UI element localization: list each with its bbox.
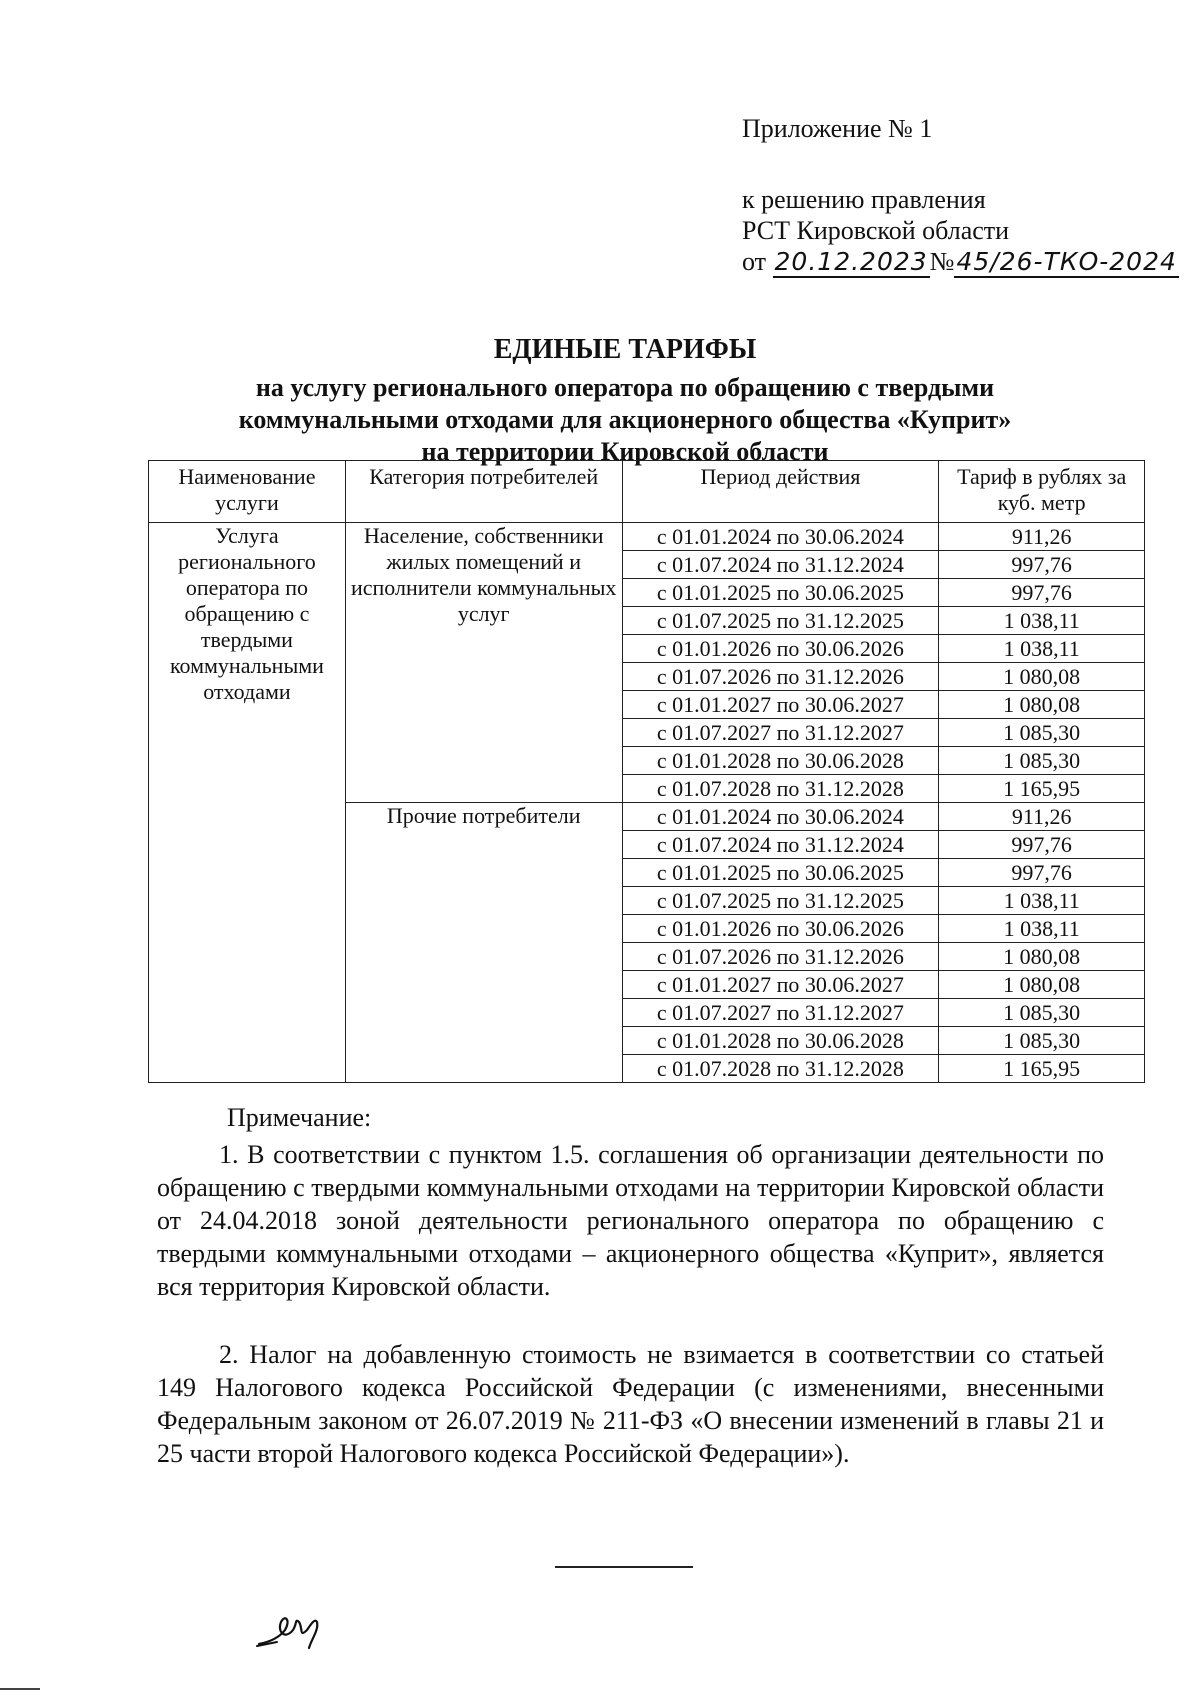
period-cell: с 01.01.2028 по 30.06.2028	[622, 1027, 939, 1055]
note-item-1: 1. В соответствии с пунктом 1.5. соглашения об организации деятельности по обращению с твердыми коммунальными отходами на территории Кировской области от 24.04.2018 зоной деятельности регионального оператора по обращению с твердыми коммунальными отходами – акционерного общества «Куприт», является вся территория Кировской области.	[157, 1140, 1104, 1301]
period-cell: с 01.07.2028 по 31.12.2028	[622, 1055, 939, 1083]
consumer-category-cell: Прочие потребители	[345, 803, 622, 1083]
document-subtitle	[130, 372, 1120, 468]
date-prefix: от	[742, 247, 767, 276]
period-cell: с 01.07.2027 по 31.12.2027	[622, 999, 939, 1027]
tariff-cell: 997,76	[939, 859, 1145, 887]
tariff-cell: 1 038,11	[939, 915, 1145, 943]
period-cell: с 01.07.2024 по 31.12.2024	[622, 831, 939, 859]
tariff-cell: 1 085,30	[939, 719, 1145, 747]
column-header-service: Наименование услуги	[149, 461, 346, 523]
tariff-cell: 911,26	[939, 523, 1145, 551]
tariffs-table-body	[149, 523, 1145, 1083]
tariff-cell: 1 038,11	[939, 887, 1145, 915]
handwritten-date: 20.12.2023	[774, 247, 928, 276]
column-header-period: Период действия	[622, 461, 939, 523]
service-name-cell: Услуга регионального оператора по обращению с твердыми коммунальными отходами	[149, 523, 346, 1083]
column-header-tariff: Тариф в рублях за куб. метр	[939, 461, 1145, 523]
period-cell: с 01.07.2025 по 31.12.2025	[622, 887, 939, 915]
subtitle-line-1: на услугу регионального оператора по обращению с твердыми	[255, 373, 995, 402]
tariff-cell: 1 080,08	[939, 663, 1145, 691]
tariff-cell: 997,76	[939, 831, 1145, 859]
tariff-cell: 911,26	[939, 803, 1145, 831]
subtitle-line-2: коммунальными отходами для акционерного общества «Куприт»	[238, 405, 1012, 434]
consumer-category-cell: Население, собственники жилых помещений и исполнители коммунальных услуг	[345, 523, 622, 803]
note-item-2: 2. Налог на добавленную стоимость не взимается в соответствии со статьей 149 Налогового кодекса Российской Федерации (с изменениями, внесенными Федеральным законом от 26.07.2019 № 211-ФЗ «О внесении изменений в главы 21 и 25 части второй Налогового кодекса Российской Федерации»).	[157, 1340, 1104, 1468]
column-header-category: Категория потребителей	[345, 461, 622, 523]
period-cell: с 01.07.2024 по 31.12.2024	[622, 551, 939, 579]
period-cell: с 01.07.2026 по 31.12.2026	[622, 943, 939, 971]
period-cell: с 01.01.2026 по 30.06.2026	[622, 635, 939, 663]
period-cell: с 01.01.2027 по 30.06.2027	[622, 691, 939, 719]
tariff-cell: 1 038,11	[939, 635, 1145, 663]
tariff-cell: 1 080,08	[939, 691, 1145, 719]
decision-reference	[742, 184, 1179, 277]
table-row	[149, 523, 1145, 551]
subtitle-line-3: на территории Кировской области	[421, 437, 829, 466]
tariff-cell: 1 085,30	[939, 1027, 1145, 1055]
period-cell: с 01.07.2028 по 31.12.2028	[622, 775, 939, 803]
period-cell: с 01.07.2026 по 31.12.2026	[622, 663, 939, 691]
decision-line-2: РСТ Кировской области	[742, 216, 1010, 245]
period-cell: с 01.01.2025 по 30.06.2025	[622, 859, 939, 887]
tariff-cell: 1 080,08	[939, 971, 1145, 999]
tariffs-table	[148, 460, 1145, 1083]
tariff-cell: 1 165,95	[939, 1055, 1145, 1083]
tariff-cell: 1 038,11	[939, 607, 1145, 635]
page-edge-line	[0, 1688, 40, 1690]
tariff-cell: 997,76	[939, 579, 1145, 607]
document-title: ЕДИНЫЕ ТАРИФЫ	[493, 334, 757, 365]
period-cell: с 01.01.2026 по 30.06.2026	[622, 915, 939, 943]
period-cell: с 01.01.2024 по 30.06.2024	[622, 803, 939, 831]
appendix-label: Приложение № 1	[742, 114, 933, 143]
decision-line-1: к решению правления	[742, 185, 986, 214]
period-cell: с 01.01.2025 по 30.06.2025	[622, 579, 939, 607]
tariff-cell: 1 085,30	[939, 747, 1145, 775]
decision-date-number	[742, 246, 1179, 277]
handwritten-number: 45/26-ТКО-2024	[956, 247, 1177, 276]
signature-mark	[255, 1600, 335, 1652]
notes-title: Примечание:	[227, 1103, 372, 1132]
tariff-cell: 997,76	[939, 551, 1145, 579]
number-prefix: №	[929, 247, 955, 276]
table-header-row	[149, 461, 1145, 523]
period-cell: с 01.01.2028 по 30.06.2028	[622, 747, 939, 775]
tariff-cell: 1 085,30	[939, 999, 1145, 1027]
tariff-cell: 1 080,08	[939, 943, 1145, 971]
separator-line	[555, 1566, 693, 1568]
period-cell: с 01.01.2024 по 30.06.2024	[622, 523, 939, 551]
period-cell: с 01.07.2027 по 31.12.2027	[622, 719, 939, 747]
period-cell: с 01.01.2027 по 30.06.2027	[622, 971, 939, 999]
period-cell: с 01.07.2025 по 31.12.2025	[622, 607, 939, 635]
tariff-cell: 1 165,95	[939, 775, 1145, 803]
